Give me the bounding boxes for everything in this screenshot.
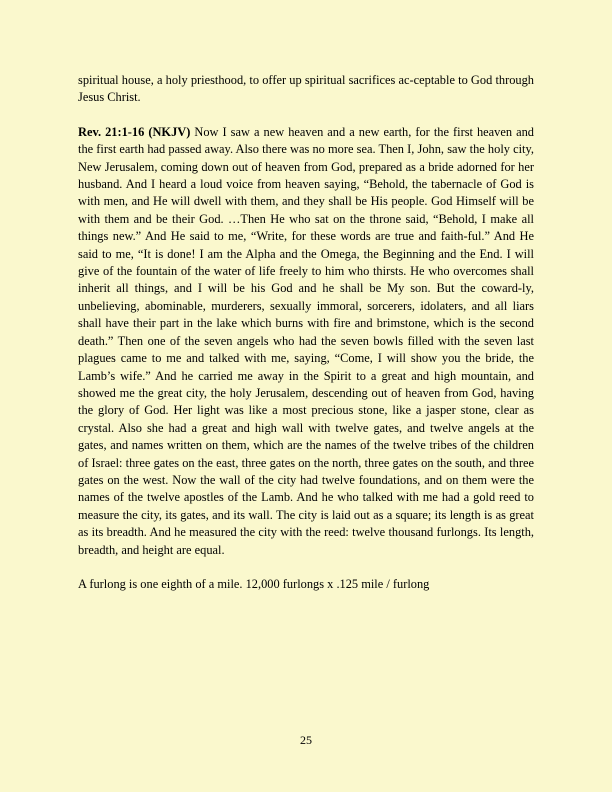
- page-number: 25: [300, 733, 312, 747]
- paragraph-text: spiritual house, a holy priesthood, to offer up spiritual sacrifices ac-ceptable to God through Jesus Christ.: [78, 73, 534, 105]
- paragraph-revelation: [78, 124, 534, 559]
- paragraph-text: Now I saw a new heaven and a new earth, for the first heaven and the first earth had passed away. Also there was no more sea. Then I, John, saw the holy city, New Jerusalem, coming down out of heaven from God, prepared as a bride adorned for her husband. And I heard a loud voice from heaven saying, “Behold, the tabernacle of God is with men, and He will dwell with them, and they shall be His people. God Himself will be with them and be their God. …Then He who sat on the throne said, “Behold, I make all things new.” And He said to me, “Write, for these words are true and faith-ful.” And He said to me, “It is done! I am the Alpha and the Omega, the Beginning and the End. I will give of the fountain of the water of life freely to him who thirsts. He who overcomes shall inherit all things, and I will be his God and he shall be My son. But the coward-ly, unbelieving, abominable, murderers, sexually immoral, sorcerers, idolaters, and all liars shall have their part in the lake which burns with fire and brimstone, which is the second death.” Then one of the seven angels who had the seven bowls filled with the seven last plagues came to me and talked with me, saying, “Come, I will show you the bride, the Lamb’s wife.” And he carried me away in the Spirit to a great and high mountain, and showed me the great city, the holy Jerusalem, descending out of heaven from God, having the glory of God. Her light was like a most precious stone, like a jasper stone, clear as crystal. Also she had a great and high wall with twelve gates, and twelve angels at the gates, and names written on them, which are the names of the twelve tribes of the children of Israel: three gates on the east, three gates on the north, three gates on the south, and three gates on the west. Now the wall of the city had twelve foundations, and on them were the names of the twelve apostles of the Lamb. And he who talked with me had a gold reed to measure the city, its gates, and its wall. The city is laid out as a square; its length is as great as its breadth. And he measured the city with the reed: twelve thousand furlongs. Its length, breadth, and height are equal.: [78, 124, 534, 557]
- paragraph-spiritual-house: [78, 72, 534, 107]
- paragraph-text: A furlong is one eighth of a mile. 12,000 furlongs x .125 mile / furlong: [78, 576, 430, 591]
- scripture-reference: Rev. 21:1-16 (NKJV): [78, 124, 191, 139]
- paragraph-furlong: [78, 576, 534, 593]
